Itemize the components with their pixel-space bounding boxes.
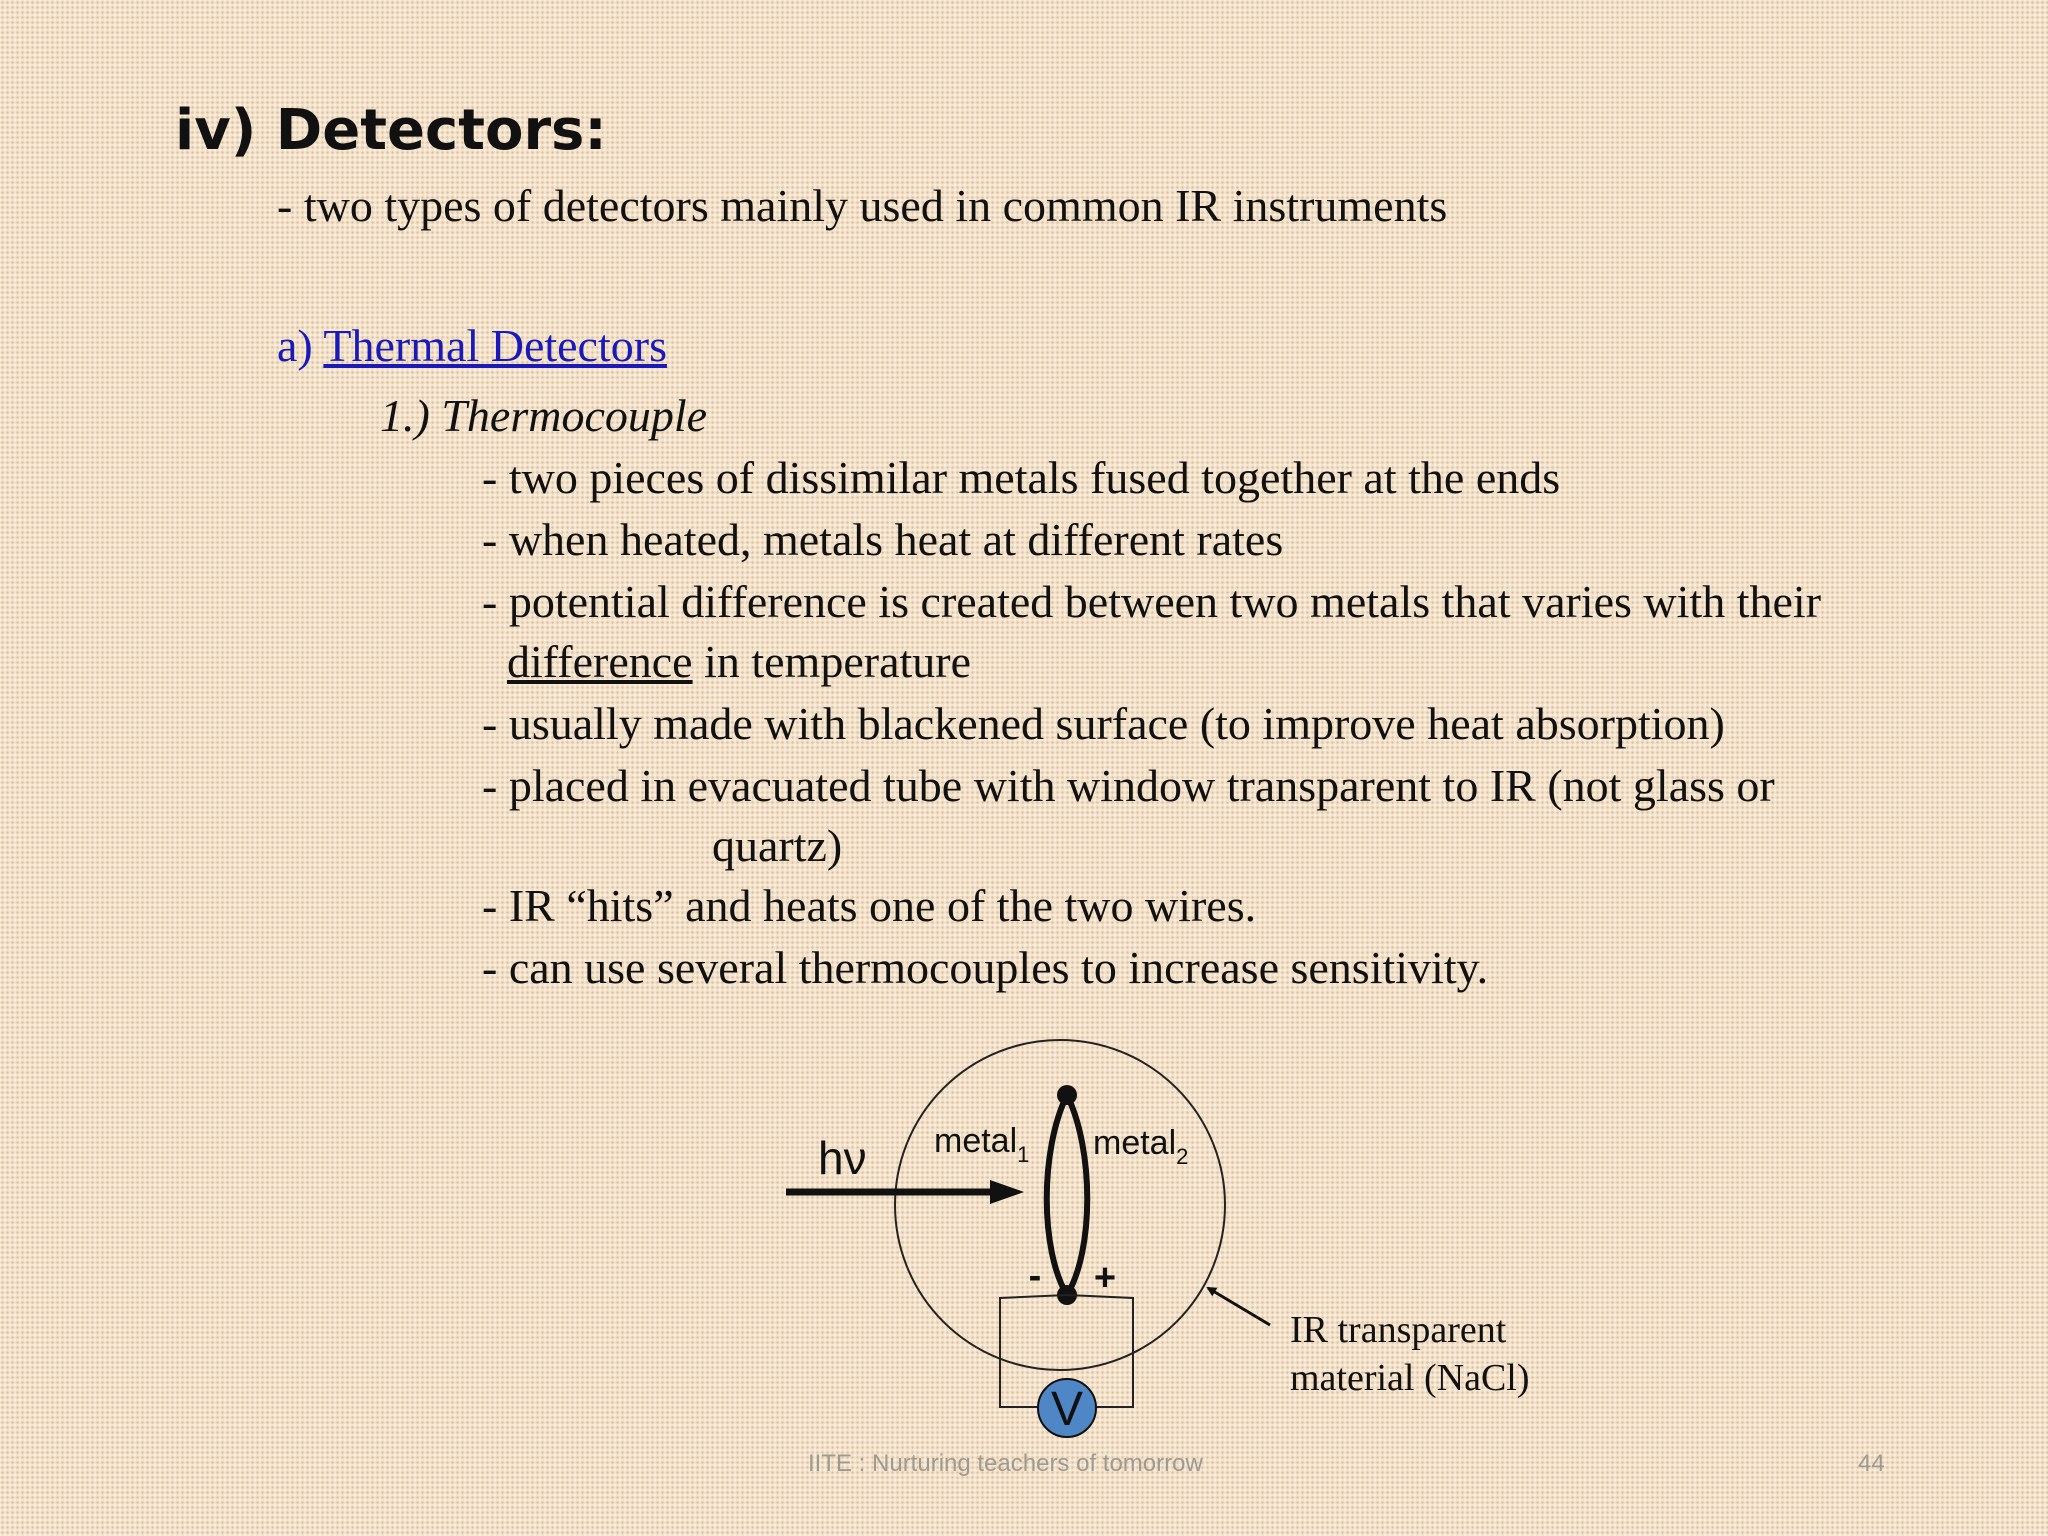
slide-title: iv) Detectors: <box>175 98 607 163</box>
bullet-6: - IR “hits” and heats one of the two wires. <box>482 880 1257 931</box>
bullet-2: - when heated, metals heat at different rates <box>482 514 1284 565</box>
photon-label: hν <box>818 1132 867 1184</box>
bullet-7: - can use several thermocouples to increase sensitivity. <box>482 942 1489 993</box>
intro-text: - two types of detectors mainly used in common IR instruments <box>277 180 1448 231</box>
bullet-5: - placed in evacuated tube with window transparent to IR (not glass or <box>482 760 1775 811</box>
top-junction <box>1057 1085 1077 1105</box>
underlined-word: difference <box>507 636 693 687</box>
bullet-5-continuation: quartz) <box>712 820 843 871</box>
section-prefix: a) <box>277 320 324 371</box>
bullet-3: - potential difference is created between two metals that varies with their <box>482 576 1822 627</box>
subsection-heading: 1.) Thermocouple <box>380 390 708 441</box>
metal2-label: metal$_2$ <box>1093 1124 1189 1169</box>
footer-text: IITE : Nurturing teachers of tomorrow <box>808 1450 1203 1477</box>
minus-sign: - <box>1028 1255 1042 1297</box>
section-link[interactable]: Thermal Detectors <box>323 320 667 371</box>
continuation-text: in temperature <box>692 636 972 687</box>
photon-arrow-head <box>990 1180 1024 1204</box>
callout-line-2: material (NaCl) <box>1290 1357 1530 1399</box>
voltmeter-label: V <box>1050 1383 1084 1436</box>
plus-sign: + <box>1093 1257 1117 1299</box>
callout-arrow <box>1208 1288 1270 1325</box>
metal2-wire <box>1067 1095 1087 1295</box>
bullet-4: - usually made with blackened surface (to improve heat absorption) <box>482 698 1725 749</box>
callout-line-1: IR transparent <box>1290 1309 1507 1351</box>
page-number: 44 <box>1858 1450 1885 1477</box>
bullet-1: - two pieces of dissimilar metals fused together at the ends <box>482 452 1561 503</box>
metal1-wire <box>1047 1095 1067 1295</box>
metal1-label: metal$_1$ <box>934 1122 1030 1167</box>
